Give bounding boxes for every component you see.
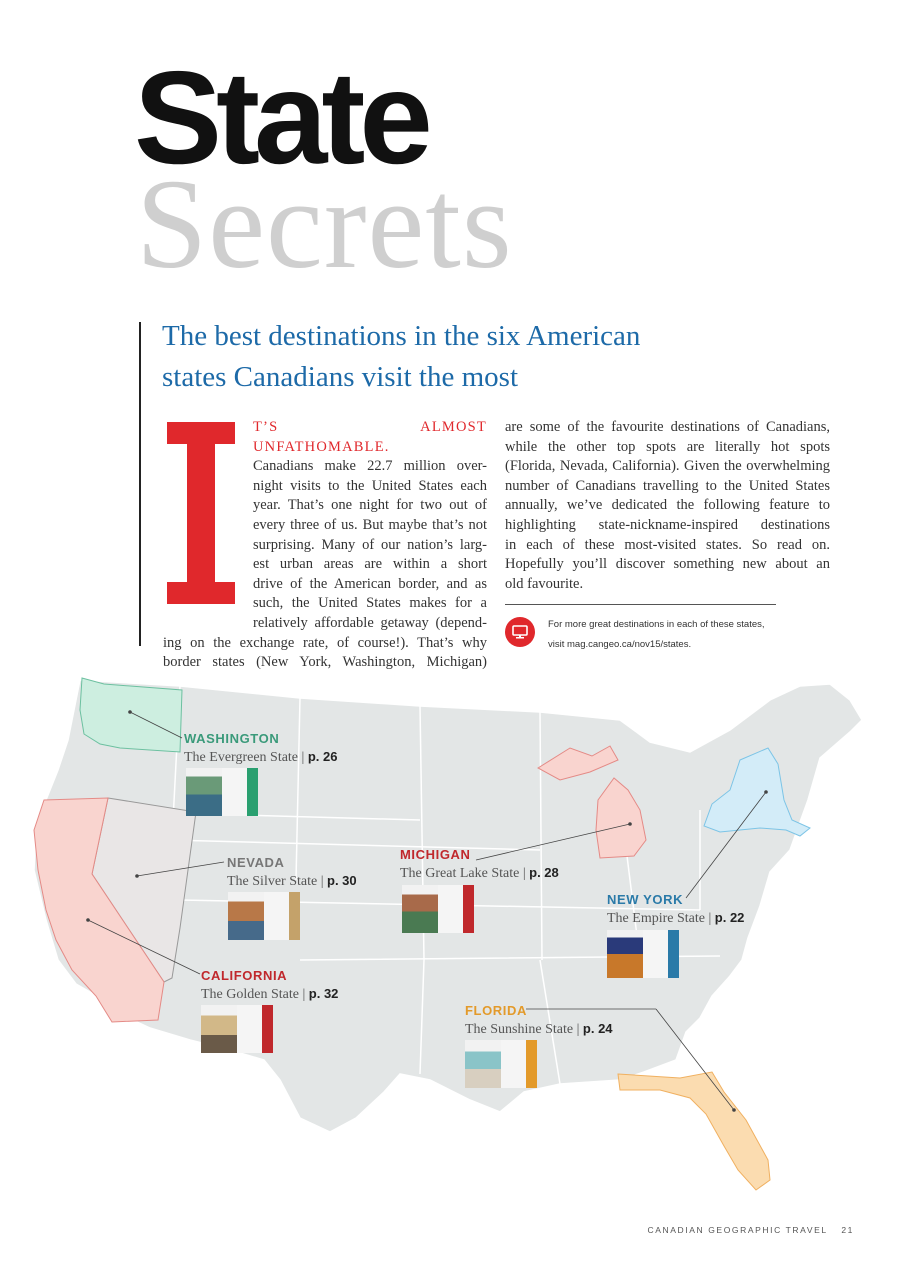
subtitle-line-1: The best destinations in the six American — [162, 320, 641, 352]
article-line: highlighting state-nickname-inspired destinations — [505, 516, 830, 533]
nevada-page[interactable]: p. 30 — [327, 873, 357, 888]
article-column-1 — [163, 418, 487, 673]
subtitle-line-2: states Canadians visit the most — [162, 361, 519, 393]
article-line: in each of these most-visited states. So read on. — [505, 536, 830, 553]
new-york-nickname: The Empire State | — [607, 911, 712, 926]
more-info-rule — [505, 604, 776, 605]
florida-thumbnail[interactable] — [465, 1040, 537, 1088]
nevada-nickname: The Silver State | — [227, 874, 324, 889]
california-label — [201, 967, 338, 1004]
article-line: ing on the exchange rate, of course!). That’s why — [163, 634, 487, 651]
article-line: drive of the American border, and as — [253, 575, 487, 592]
monitor-icon — [505, 617, 535, 647]
article-line: year. That’s one night for two out of — [253, 497, 487, 514]
subtitle — [162, 316, 722, 398]
article-line: old favourite. — [505, 575, 584, 592]
california-name: CALIFORNIA — [201, 968, 288, 983]
article-line: are some of the favourite destinations of Canadians, — [505, 419, 830, 435]
washington-shape — [80, 678, 182, 752]
article-line: while the other top spots are literally hot spots — [505, 438, 830, 455]
new-york-thumbnail[interactable] — [607, 930, 679, 978]
nevada-name: NEVADA — [227, 855, 285, 870]
florida-nickname: The Sunshine State | — [465, 1022, 580, 1037]
michigan-name: MICHIGAN — [400, 847, 471, 862]
article-line: Canadians make 22.7 million over- — [253, 458, 487, 475]
florida-label — [465, 1002, 613, 1039]
michigan-nickname: The Great Lake State | — [400, 866, 526, 881]
article-line: such, the United States makes for a — [253, 595, 487, 612]
article-lead-in: T’S ALMOST UNFATHOMABLE. — [253, 419, 487, 455]
more-info-line-1: For more great destinations in each of these states, — [548, 619, 765, 630]
florida-shape — [618, 1072, 770, 1190]
california-thumbnail[interactable] — [201, 1005, 273, 1053]
new-york-page[interactable]: p. 22 — [714, 910, 745, 925]
article-line: night visits to the United States each — [253, 477, 487, 494]
title-state: State — [134, 44, 427, 191]
florida-name: FLORIDA — [465, 1003, 527, 1018]
nevada-thumbnail[interactable] — [228, 892, 300, 940]
michigan-label — [400, 846, 559, 883]
subtitle-rule — [139, 322, 141, 646]
article-line: border states (New York, Washington, Michigan) — [163, 654, 487, 671]
article-line: (Florida, Nevada, California). Given the overwhelming — [505, 458, 830, 475]
florida-page[interactable]: p. 24 — [582, 1021, 613, 1036]
article-line: annually, we’ve dedicated the following feature to — [505, 497, 830, 514]
california-page[interactable]: p. 32 — [308, 986, 339, 1001]
article-line: Hopefully you’ll discover something new about an — [505, 556, 830, 573]
article-column-2 — [505, 418, 830, 594]
article-line: surprising. Many of our nation’s larg- — [253, 536, 487, 553]
article-line: every three of us. But maybe that’s not — [253, 516, 487, 533]
washington-name: WASHINGTON — [184, 731, 280, 746]
page-footer — [648, 1225, 854, 1235]
california-nickname: The Golden State | — [201, 987, 306, 1002]
footer-publication: CANADIAN GEOGRAPHIC TRAVEL — [647, 1225, 828, 1235]
more-info-link[interactable]: visit mag.cangeo.ca/nov15/states. — [548, 639, 692, 650]
article-lead-line — [163, 418, 487, 457]
footer-page-number: 21 — [841, 1225, 854, 1235]
michigan-page[interactable]: p. 28 — [529, 865, 559, 880]
new-york-label — [607, 891, 744, 928]
washington-label — [184, 730, 337, 767]
washington-page[interactable]: p. 26 — [307, 749, 338, 764]
washington-nickname: The Evergreen State | — [184, 750, 305, 765]
new-york-name: NEW YORK — [607, 892, 684, 907]
article-line: relatively affordable getaway (depend- — [253, 614, 487, 631]
article-line: number of Canadians travelling to the United States — [505, 477, 830, 494]
more-info-text — [548, 615, 798, 655]
michigan-thumbnail[interactable] — [402, 885, 474, 933]
washington-thumbnail[interactable] — [186, 768, 258, 816]
title-secrets: Secrets — [136, 153, 513, 295]
article-line: est urban areas are within a short — [253, 556, 487, 573]
us-map — [0, 660, 912, 1220]
nevada-label — [227, 854, 357, 891]
